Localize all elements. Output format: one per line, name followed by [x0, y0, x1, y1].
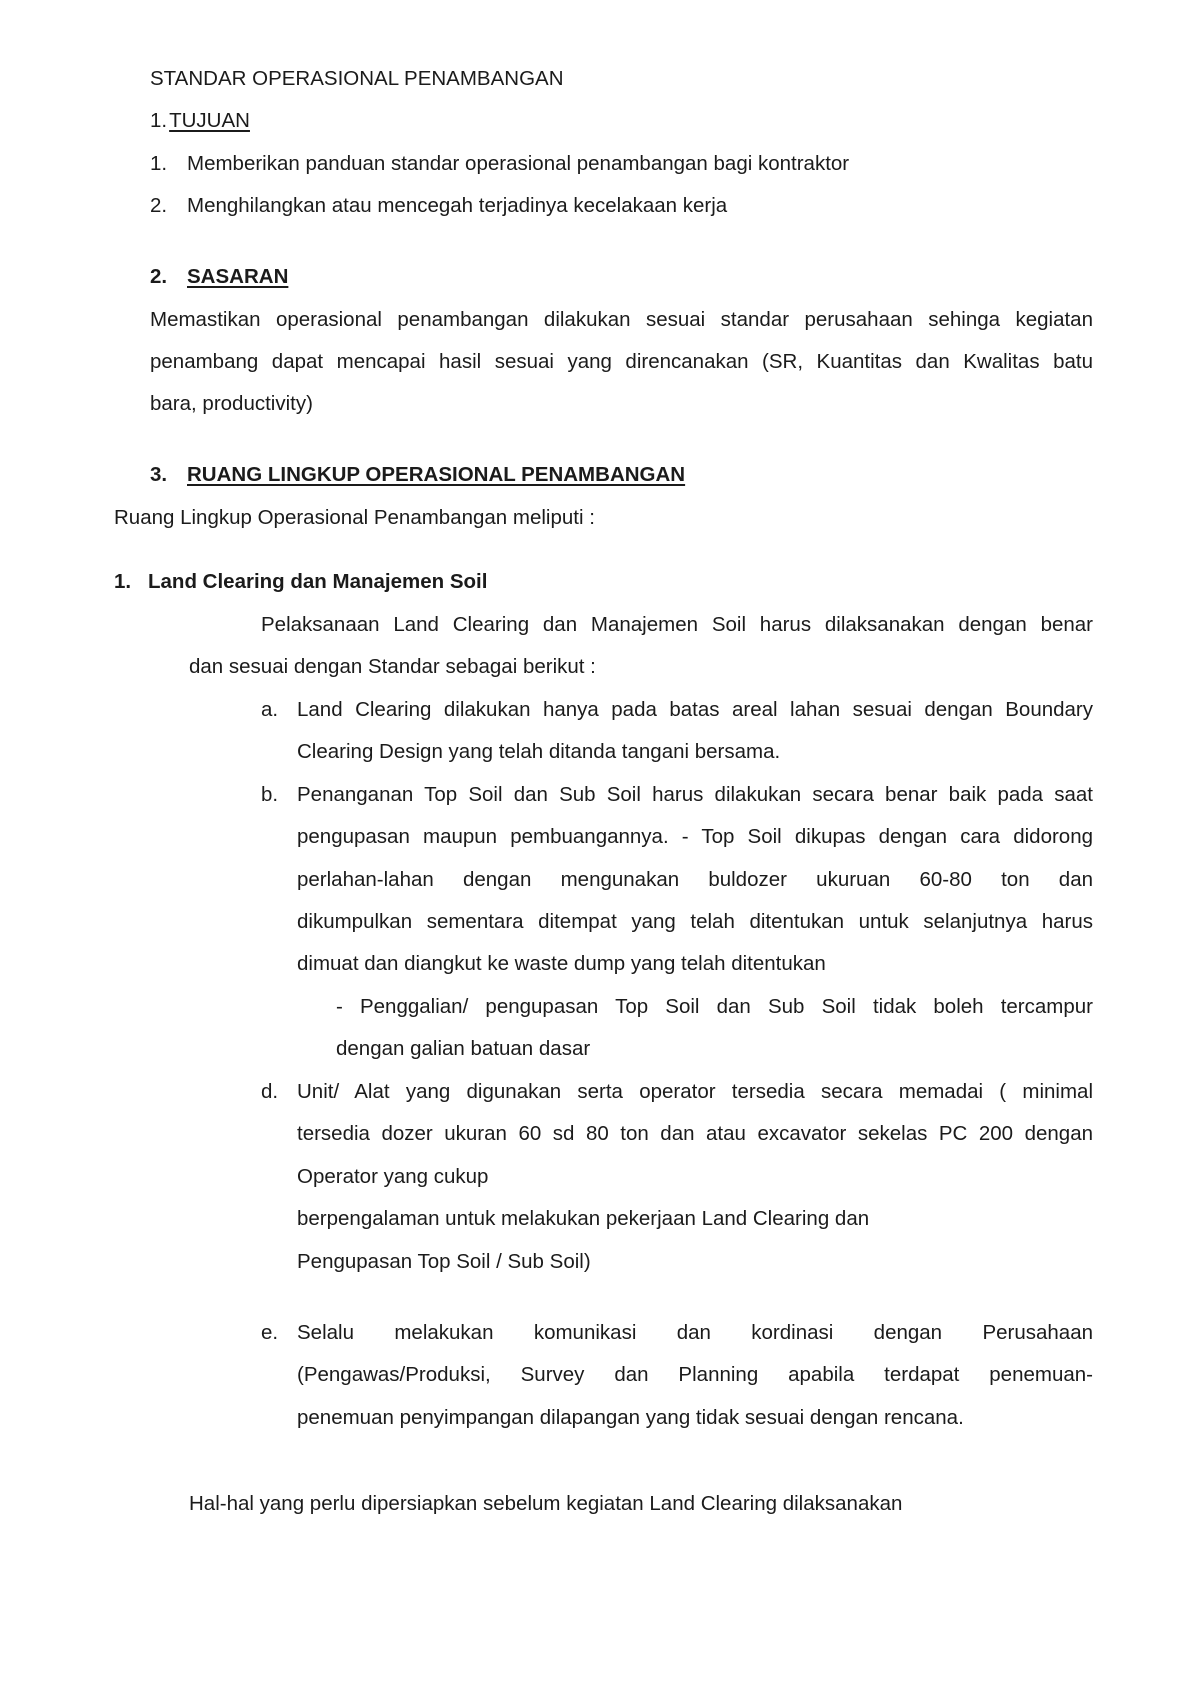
- list-item-line: penemuan penyimpangan dilapangan yang tidak sesuai dengan rencana.: [297, 1406, 964, 1429]
- tujuan-item-marker: 2.: [150, 194, 168, 217]
- sasaran-paragraph-line: Memastikan operasional penambangan dilakukan sesuai standar perusahaan sehinga kegiatan: [150, 308, 1093, 331]
- list-subitem-line: - Penggalian/ pengupasan Top Soil dan Sub Soil tidak boleh tercampur: [336, 995, 1093, 1018]
- subsection-land-clearing-heading: Land Clearing dan Manajemen Soil: [148, 570, 488, 593]
- list-item-line: (Pengawas/Produksi, Survey dan Planning apabila terdapat penemuan-: [297, 1363, 1093, 1386]
- land-clearing-intro-line: Pelaksanaan Land Clearing dan Manajemen Soil harus dilaksanakan dengan benar: [261, 613, 1093, 636]
- list-item-line: perlahan-lahan dengan mengunakan buldozer ukuruan 60-80 ton dan: [297, 868, 1093, 891]
- list-item-line: Clearing Design yang telah ditanda tangani bersama.: [297, 740, 781, 763]
- list-item-line: pengupasan maupun pembuangannya. - Top Soil dikupas dengan cara didorong: [297, 825, 1093, 848]
- list-item-line: Selalu melakukan komunikasi dan kordinasi dengan Perusahaan: [297, 1321, 1093, 1344]
- list-item-marker: d.: [261, 1080, 279, 1103]
- section-title: TUJUAN: [169, 109, 250, 132]
- list-subitem-line: dengan galian batuan dasar: [336, 1037, 591, 1060]
- list-item-line: berpengalaman untuk melakukan pekerjaan Land Clearing dan: [297, 1207, 870, 1230]
- land-clearing-intro-line: dan sesuai dengan Standar sebagai berikut :: [189, 655, 596, 678]
- list-item-marker: a.: [261, 698, 279, 721]
- list-item-marker: b.: [261, 783, 279, 806]
- sasaran-paragraph-line: bara, productivity): [150, 392, 313, 415]
- sasaran-paragraph-line: penambang dapat mencapai hasil sesuai yang direncanakan (SR, Kuantitas dan Kwalitas batu: [150, 350, 1093, 373]
- tujuan-item-text: Memberikan panduan standar operasional penambangan bagi kontraktor: [187, 152, 850, 175]
- section-ruang-lingkup-heading: RUANG LINGKUP OPERASIONAL PENAMBANGAN: [187, 463, 686, 486]
- section-tujuan-heading: [150, 100, 250, 142]
- list-item-line: tersedia dozer ukuran 60 sd 80 ton dan atau excavator sekelas PC 200 dengan: [297, 1122, 1093, 1145]
- closing-paragraph: Hal-hal yang perlu dipersiapkan sebelum kegiatan Land Clearing dilaksanakan: [189, 1492, 903, 1515]
- list-item-line: Pengupasan Top Soil / Sub Soil): [297, 1250, 591, 1273]
- list-item-line: Unit/ Alat yang digunakan serta operator tersedia secara memadai ( minimal: [297, 1080, 1093, 1103]
- tujuan-item-marker: 1.: [150, 152, 168, 175]
- subsection-number: 1.: [114, 570, 132, 593]
- section-number: 1.: [150, 109, 168, 132]
- list-item-marker: e.: [261, 1321, 279, 1344]
- ruang-lingkup-intro: Ruang Lingkup Operasional Penambangan meliputi :: [114, 506, 595, 529]
- section-number: 2.: [150, 265, 168, 288]
- tujuan-item-text: Menghilangkan atau mencegah terjadinya kecelakaan kerja: [187, 194, 728, 217]
- section-sasaran-heading: SASARAN: [187, 265, 289, 288]
- list-item-line: dimuat dan diangkut ke waste dump yang telah ditentukan: [297, 952, 826, 975]
- section-number: 3.: [150, 463, 168, 486]
- list-item-line: Penanganan Top Soil dan Sub Soil harus dilakukan secara benar baik pada saat: [297, 783, 1093, 806]
- list-item-line: Operator yang cukup: [297, 1165, 489, 1188]
- document-title: STANDAR OPERASIONAL PENAMBANGAN: [150, 67, 564, 90]
- list-item-line: Land Clearing dilakukan hanya pada batas areal lahan sesuai dengan Boundary: [297, 698, 1093, 721]
- list-item-line: dikumpulkan sementara ditempat yang telah ditentukan untuk selanjutnya harus: [297, 910, 1093, 933]
